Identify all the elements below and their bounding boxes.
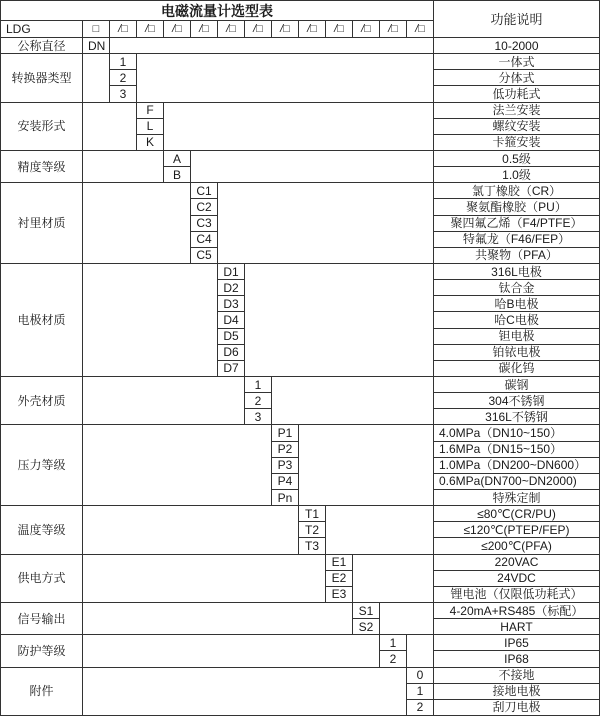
option-desc-cell: 316L不锈钢: [433, 408, 599, 424]
option-desc-cell: 卡箍安装: [433, 134, 599, 150]
model-slot-box: /□: [352, 20, 379, 37]
option-code-cell: 2: [109, 69, 136, 85]
model-slot-box: /□: [271, 20, 298, 37]
model-slot-box: /□: [406, 20, 433, 37]
category-label: 转换器类型: [0, 53, 82, 101]
option-code-cell: C1: [190, 182, 217, 198]
option-code-cell: 2: [244, 392, 271, 408]
option-desc-cell: IP68: [433, 650, 599, 666]
option-code-cell: D7: [217, 360, 244, 376]
option-desc-cell: IP65: [433, 634, 599, 650]
option-code-cell: B: [163, 166, 190, 182]
option-code-cell: C4: [190, 231, 217, 247]
diameter-desc: 10-2000: [433, 37, 599, 53]
right-span-cell: [217, 182, 433, 263]
left-span-cell: [82, 424, 271, 505]
option-desc-cell: 4.0MPa（DN10~150）: [433, 424, 599, 440]
option-desc-cell: 特殊定制: [433, 489, 599, 505]
category-label: 防护等级: [0, 634, 82, 666]
option-desc-cell: 304不锈钢: [433, 392, 599, 408]
model-first-box: □: [82, 20, 109, 37]
model-slot-box: /□: [244, 20, 271, 37]
option-desc-cell: 一体式: [433, 53, 599, 69]
model-slot-box: /□: [190, 20, 217, 37]
option-desc-cell: 螺纹安装: [433, 118, 599, 134]
right-span-cell: [136, 53, 433, 101]
model-prefix: LDG: [0, 20, 82, 37]
option-code-cell: D4: [217, 311, 244, 327]
right-span-cell: [352, 554, 433, 602]
option-code-cell: C3: [190, 215, 217, 231]
option-code-cell: Pn: [271, 489, 298, 505]
left-span-cell: [82, 182, 190, 263]
left-span-cell: [82, 102, 136, 150]
option-code-cell: 1: [109, 53, 136, 69]
option-desc-cell: 刮刀电极: [433, 699, 599, 715]
option-desc-cell: 0.6MPa(DN700~DN2000): [433, 473, 599, 489]
model-slot-box: /□: [136, 20, 163, 37]
option-desc-cell: 接地电极: [433, 683, 599, 699]
function-column-header: 功能说明: [433, 0, 599, 37]
option-code-cell: D2: [217, 279, 244, 295]
option-code-cell: P1: [271, 424, 298, 440]
option-desc-cell: HART: [433, 618, 599, 634]
category-label: 电极材质: [0, 263, 82, 376]
option-desc-cell: 1.6MPa（DN15~150）: [433, 441, 599, 457]
category-label: 温度等级: [0, 505, 82, 553]
model-slot-box: /□: [379, 20, 406, 37]
option-code-cell: T2: [298, 521, 325, 537]
option-code-cell: C2: [190, 198, 217, 214]
option-code-cell: E2: [325, 570, 352, 586]
option-code-cell: A: [163, 150, 190, 166]
option-code-cell: E3: [325, 586, 352, 602]
diameter-span-cell: [109, 37, 433, 53]
option-desc-cell: 钛合金: [433, 279, 599, 295]
option-desc-cell: 聚四氟乙烯（F4/PTFE）: [433, 215, 599, 231]
option-desc-cell: 聚氨酯橡胶（PU）: [433, 198, 599, 214]
option-code-cell: 1: [244, 376, 271, 392]
option-desc-cell: 氯丁橡胶（CR）: [433, 182, 599, 198]
left-span-cell: [82, 602, 352, 634]
option-code-cell: D3: [217, 295, 244, 311]
right-span-cell: [325, 505, 433, 553]
option-code-cell: S2: [352, 618, 379, 634]
option-code-cell: P2: [271, 441, 298, 457]
right-span-cell: [190, 150, 433, 182]
option-code-cell: P3: [271, 457, 298, 473]
option-desc-cell: ≤200℃(PFA): [433, 537, 599, 553]
option-code-cell: E1: [325, 554, 352, 570]
option-code-cell: 3: [109, 85, 136, 101]
option-code-cell: 3: [244, 408, 271, 424]
option-desc-cell: ≤80℃(CR/PU): [433, 505, 599, 521]
option-desc-cell: 法兰安装: [433, 102, 599, 118]
right-span-cell: [271, 376, 433, 424]
option-desc-cell: 24VDC: [433, 570, 599, 586]
option-desc-cell: 316L电极: [433, 263, 599, 279]
left-span-cell: [82, 554, 325, 602]
option-code-cell: 1: [406, 683, 433, 699]
option-desc-cell: 低功耗式: [433, 85, 599, 101]
model-slot-box: /□: [109, 20, 136, 37]
option-desc-cell: 特氟龙（F46/FEP）: [433, 231, 599, 247]
option-desc-cell: 共聚物（PFA）: [433, 247, 599, 263]
option-code-cell: T1: [298, 505, 325, 521]
left-span-cell: [82, 53, 109, 101]
option-desc-cell: 220VAC: [433, 554, 599, 570]
option-desc-cell: 0.5级: [433, 150, 599, 166]
model-slot-box: /□: [298, 20, 325, 37]
option-code-cell: T3: [298, 537, 325, 553]
right-span-cell: [406, 634, 433, 666]
diameter-code: DN: [82, 37, 109, 53]
category-label: 衬里材质: [0, 182, 82, 263]
model-slot-box: /□: [217, 20, 244, 37]
option-code-cell: D5: [217, 328, 244, 344]
option-desc-cell: 不接地: [433, 667, 599, 683]
option-desc-cell: 分体式: [433, 69, 599, 85]
right-span-cell: [379, 602, 433, 634]
option-desc-cell: 锂电池（仅限低功耗式）: [433, 586, 599, 602]
option-desc-cell: 铂铱电极: [433, 344, 599, 360]
category-label: 精度等级: [0, 150, 82, 182]
option-code-cell: D1: [217, 263, 244, 279]
right-span-cell: [244, 263, 433, 376]
option-code-cell: C5: [190, 247, 217, 263]
option-desc-cell: 钽电极: [433, 328, 599, 344]
option-desc-cell: 1.0MPa（DN200~DN600）: [433, 457, 599, 473]
category-label: 安装形式: [0, 102, 82, 150]
model-slot-box: /□: [163, 20, 190, 37]
option-code-cell: 2: [406, 699, 433, 715]
category-label: 压力等级: [0, 424, 82, 505]
right-span-cell: [163, 102, 433, 150]
option-code-cell: 2: [379, 650, 406, 666]
model-slot-box: /□: [325, 20, 352, 37]
left-span-cell: [82, 634, 379, 666]
diameter-label: 公称直径: [0, 37, 82, 53]
option-desc-cell: 碳化钨: [433, 360, 599, 376]
option-code-cell: 0: [406, 667, 433, 683]
option-code-cell: K: [136, 134, 163, 150]
category-label: 供电方式: [0, 554, 82, 602]
option-desc-cell: 哈B电极: [433, 295, 599, 311]
left-span-cell: [82, 667, 406, 715]
option-desc-cell: 4-20mA+RS485（标配）: [433, 602, 599, 618]
option-code-cell: 1: [379, 634, 406, 650]
left-span-cell: [82, 505, 298, 553]
category-label: 信号输出: [0, 602, 82, 634]
option-code-cell: L: [136, 118, 163, 134]
left-span-cell: [82, 263, 217, 376]
table-title: 电磁流量计选型表: [0, 0, 433, 20]
option-code-cell: D6: [217, 344, 244, 360]
option-desc-cell: 1.0级: [433, 166, 599, 182]
option-code-cell: P4: [271, 473, 298, 489]
category-label: 附件: [0, 667, 82, 715]
option-code-cell: S1: [352, 602, 379, 618]
option-desc-cell: 碳钢: [433, 376, 599, 392]
option-desc-cell: 哈C电极: [433, 311, 599, 327]
option-code-cell: F: [136, 102, 163, 118]
option-desc-cell: ≤120℃(PTEP/FEP): [433, 521, 599, 537]
left-span-cell: [82, 376, 244, 424]
right-span-cell: [298, 424, 433, 505]
category-label: 外壳材质: [0, 376, 82, 424]
left-span-cell: [82, 150, 163, 182]
